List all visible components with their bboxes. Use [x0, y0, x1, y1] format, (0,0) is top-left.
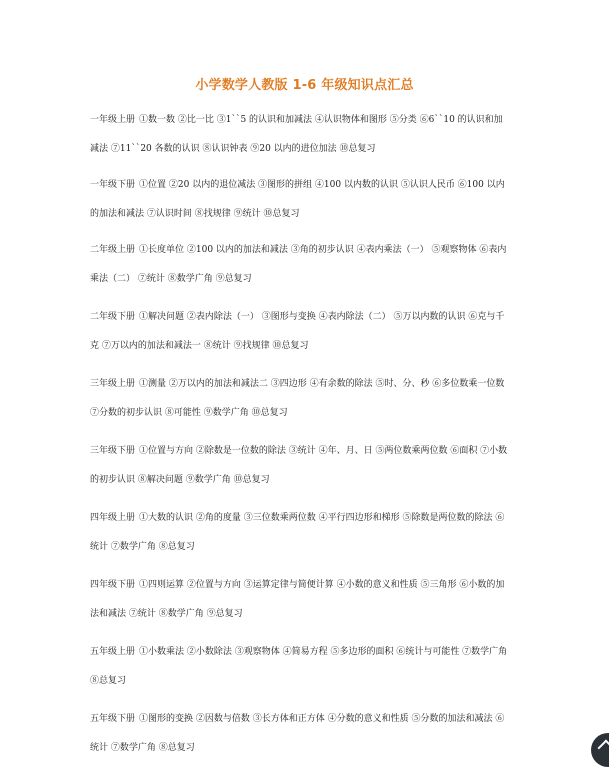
entry-grade5-second: [90, 705, 510, 763]
entry-grade2-second: [90, 303, 510, 361]
entry-items: ①图形的变换 ②因数与倍数 ③长方体和正方体 ④分数的意义和性质 ⑤分数的加法和减法 ⑥统计 ⑦数学广角 ⑧总复习: [90, 714, 505, 753]
entry-items: ①解决问题 ②表内除法（一） ③图形与变换 ④表内除法（二） ⑤万以内数的认识 ⑥克与千克 ⑦万以内的加法和减法一 ⑧统计 ⑨找规律 ⑩总复习: [90, 312, 505, 351]
entry-grade-label: 五年级上册: [90, 647, 136, 657]
entry-grade2-first: [90, 236, 510, 294]
entry-grade-label: 三年级上册: [90, 379, 136, 389]
entry-items: ①测量 ②万以内的加法和减法二 ③四边形 ④有余数的除法 ⑤时、分、秒 ⑥多位数乘一位数 ⑦分数的初步认识 ⑧可能性 ⑨数学广角 ⑩总复习: [90, 379, 505, 418]
entry-grade-label: 二年级上册: [90, 245, 136, 255]
chevron-up-icon: [598, 740, 609, 757]
entry-grade-label: 四年级下册: [90, 580, 136, 590]
entry-grade-label: 三年级下册: [90, 446, 136, 456]
entry-grade-label: 五年级下册: [90, 714, 136, 724]
entry-grade3-first: [90, 370, 510, 428]
entry-items: ①位置 ②20 以内的退位减法 ③图形的拼组 ④100 以内数的认识 ⑤认识人民币 ⑥100 以内的加法和减法 ⑦认识时间 ⑧找规律 ⑨统计 ⑩总复习: [90, 180, 505, 219]
entry-grade1-first: [90, 106, 510, 164]
entry-items: ①长度单位 ②100 以内的加法和减法 ③角的初步认识 ④表内乘法（一） ⑤观察物体 ⑥表内乘法（二） ⑦统计 ⑧数学广角 ⑨总复习: [90, 245, 507, 284]
entry-grade4-first: [90, 504, 510, 562]
entry-items: ①大数的认识 ②角的度量 ③三位数乘两位数 ④平行四边形和梯形 ⑤除数是两位数的除法 ⑥统计 ⑦数学广角 ⑧总复习: [90, 513, 505, 552]
entry-grade1-second: [90, 171, 510, 229]
entry-grade4-second: [90, 571, 510, 629]
entry-grade-label: 四年级上册: [90, 513, 136, 523]
entry-grade5-first: [90, 638, 510, 696]
entry-items: ①位置与方向 ②除数是一位数的除法 ③统计 ④年、月、日 ⑤两位数乘两位数 ⑥面积 ⑦小数的初步认识 ⑧解决问题 ⑨数学广角 ⑩总复习: [90, 446, 508, 485]
entry-items: ①四则运算 ②位置与方向 ③运算定律与简便计算 ④小数的意义和性质 ⑤三角形 ⑥小数的加法和减法 ⑦统计 ⑧数学广角 ⑨总复习: [90, 580, 505, 619]
entry-items: ①数一数 ②比一比 ③1``5 的认识和加减法 ④认识物体和图形 ⑤分类 ⑥6``10 的认识和加减法 ⑦11``20 各数的认识 ⑧认识钟表 ⑨20 以内的进位加法 ⑩总复习: [90, 115, 503, 154]
entry-grade3-second: [90, 437, 510, 495]
entry-items: ①小数乘法 ②小数除法 ③观察物体 ④简易方程 ⑤多边形的面积 ⑥统计与可能性 ⑦数学广角 ⑧总复习: [90, 647, 508, 686]
entry-grade-label: 二年级下册: [90, 312, 136, 322]
document-title: 小学数学人教版 1-6 年级知识点汇总: [195, 78, 414, 93]
entry-grade-label: 一年级下册: [90, 180, 136, 190]
entry-grade-label: 一年级上册: [90, 115, 136, 125]
scroll-to-top-button[interactable]: [591, 733, 609, 767]
